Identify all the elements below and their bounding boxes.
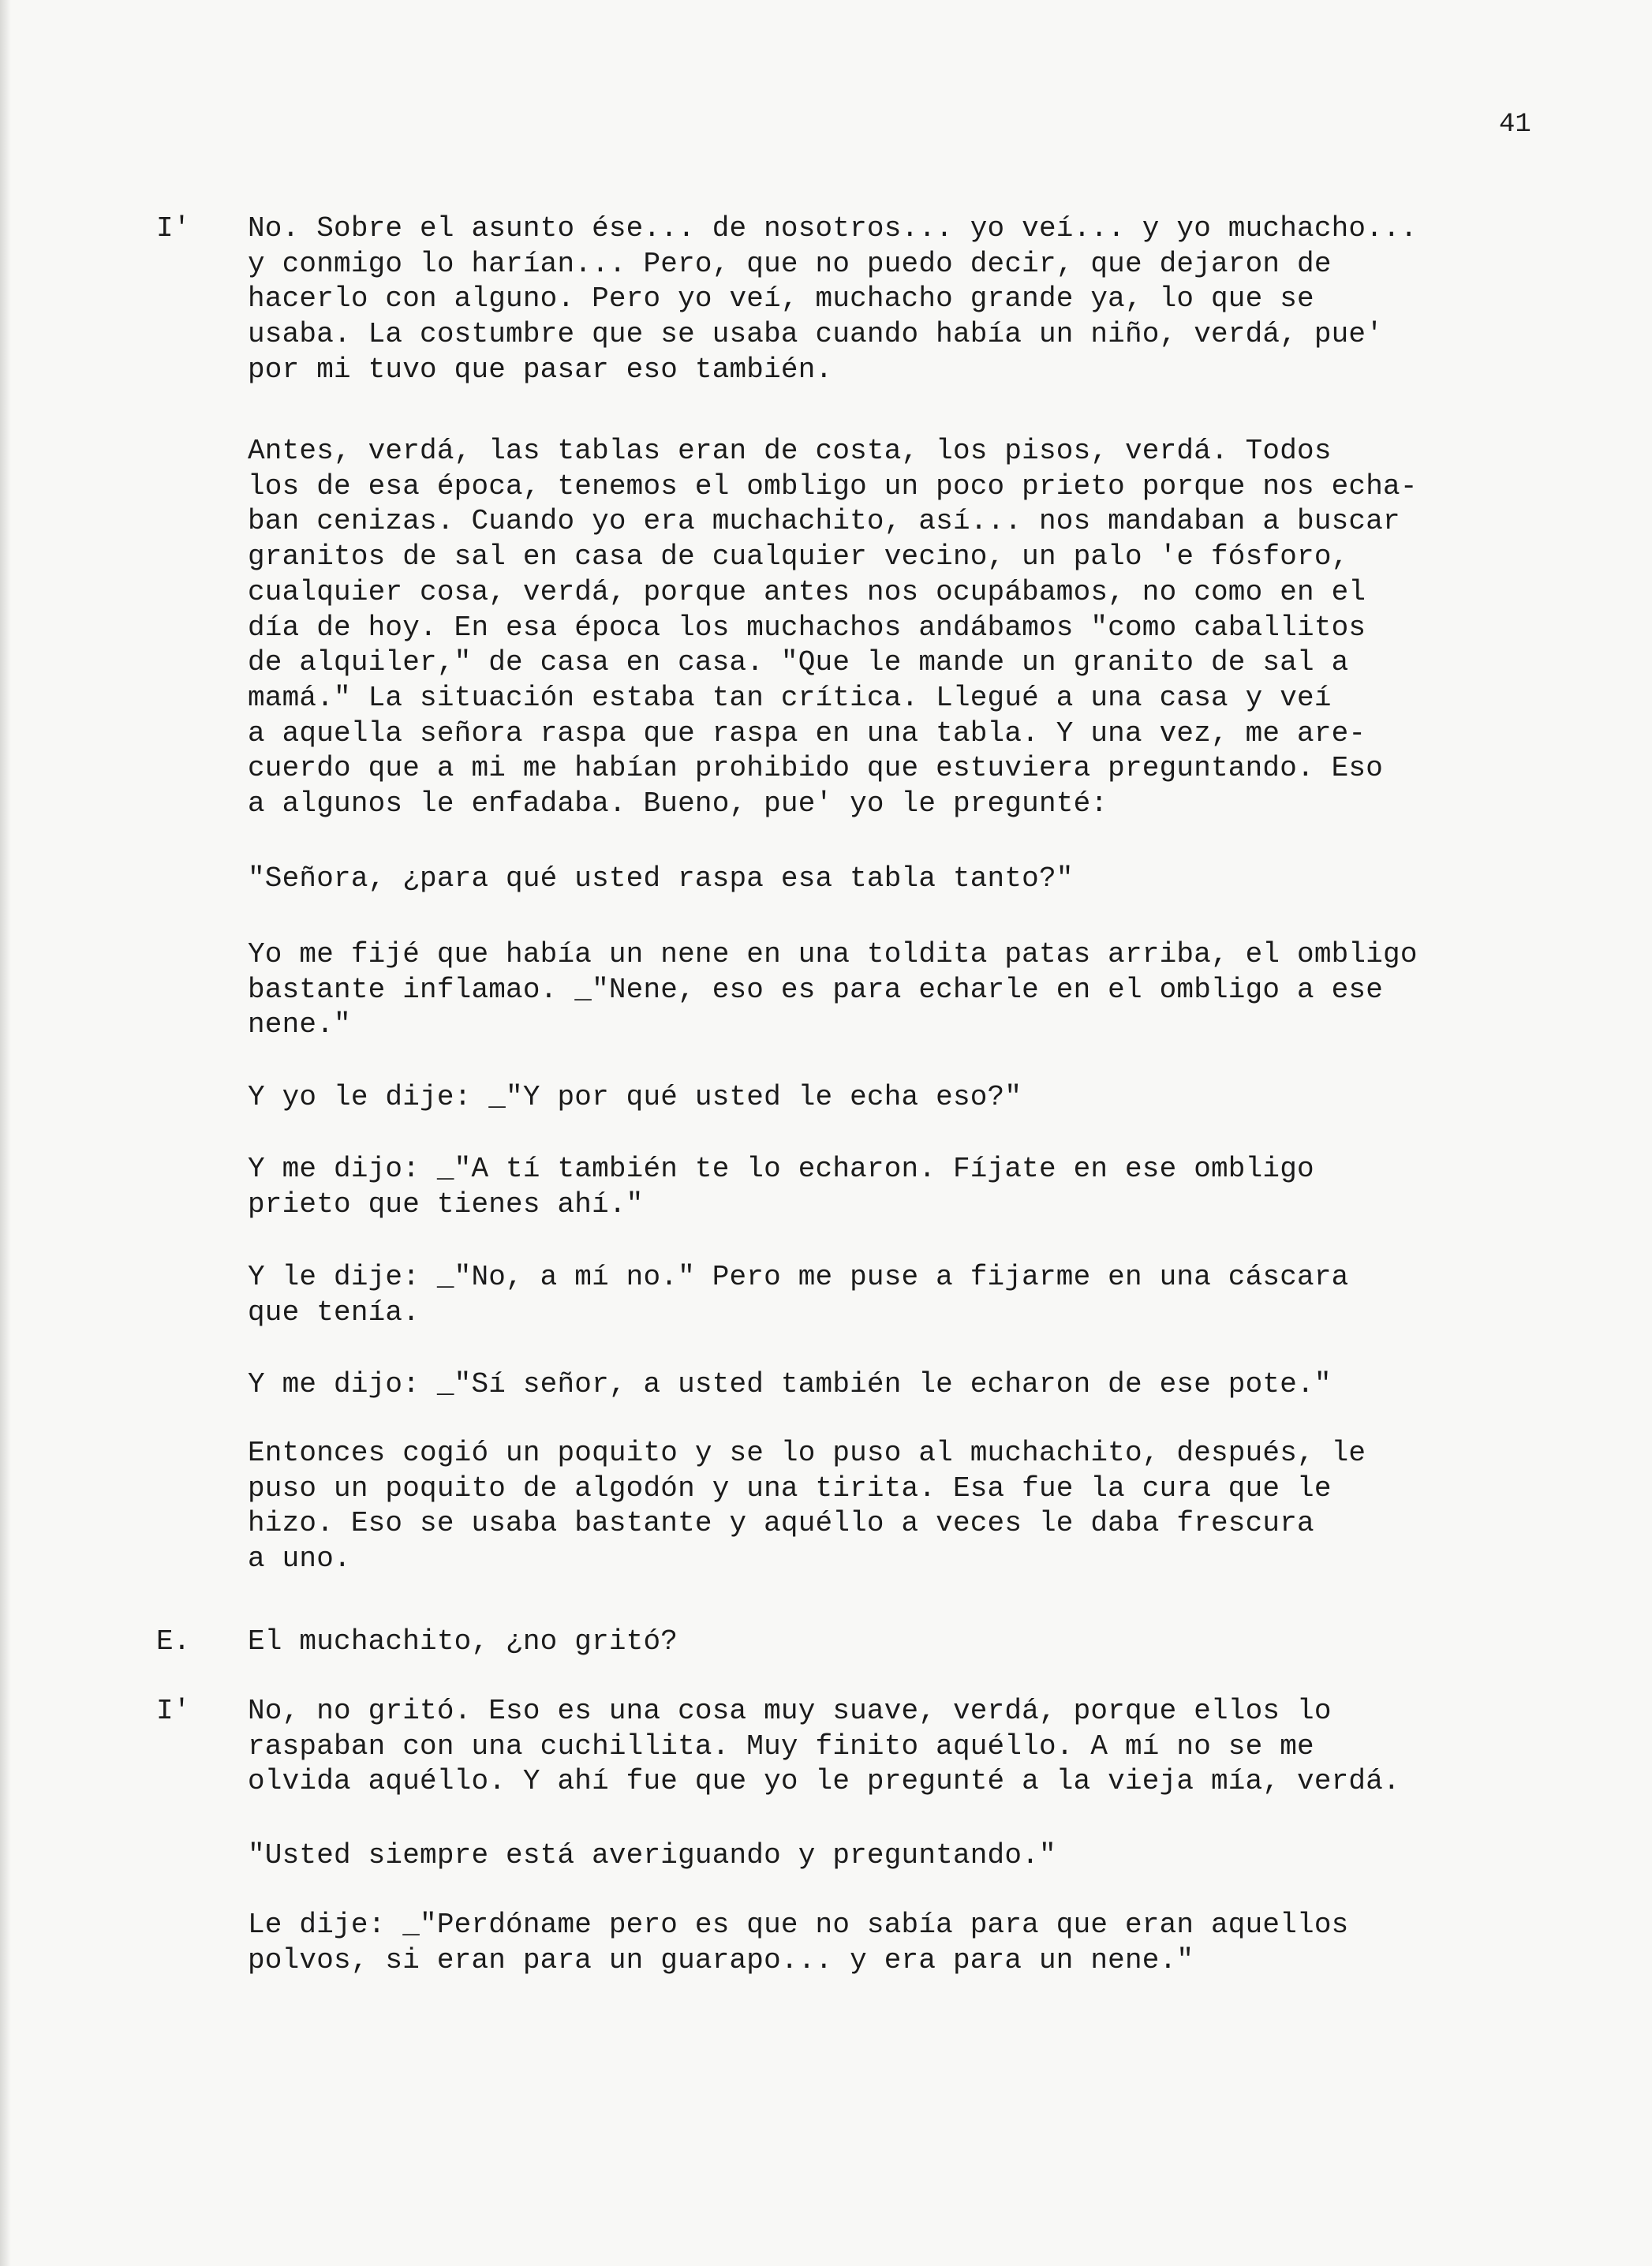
paragraph-text: El muchachito, ¿no gritó? [248, 1625, 678, 1658]
speaker-label: I' [156, 212, 191, 245]
paragraph-text: "Usted siempre está averiguando y preguntando." [248, 1839, 1056, 1872]
page-number: 41 [1499, 110, 1531, 140]
paragraph-text: "Señora, ¿para qué usted raspa esa tabla tanto?" [248, 862, 1074, 895]
paragraph-text: Entonces cogió un poquito y se lo puso al muchachito, después, le puso un poquito de algodón y una tirita. Esa fue la cura que le hizo. Eso se usaba bastante y aquéllo a veces le daba frescura a uno. [248, 1437, 1366, 1576]
paragraph-text: No. Sobre el asunto ése... de nosotros... yo veí... y yo muchacho... y conmigo lo harían... Pero, que no puedo decir, que dejaron de hacerlo con alguno. Pero yo veí, muchacho grande ya, lo que se usaba. La costumbre que se usaba cuando había un niño, verdá, pue' por mi tuvo que pasar eso también. [248, 212, 1418, 386]
paragraph-text: No, no gritó. Eso es una cosa muy suave, verdá, porque ellos lo raspaban con una cuchillita. Muy finito aquéllo. A mí no se me olvida aquéllo. Y ahí fue que yo le pregunté a la vieja mía, verdá. [248, 1695, 1400, 1798]
paragraph-text: Y me dijo: _"Sí señor, a usted también le echaron de ese pote." [248, 1368, 1332, 1400]
paragraph-text: Yo me fijé que había un nene en una toldita patas arriba, el ombligo bastante inflamao. _"Nene, eso es para echarle en el ombligo a ese nene." [248, 938, 1418, 1041]
paragraph-text: Antes, verdá, las tablas eran de costa, los pisos, verdá. Todos los de esa época, tenemos el ombligo un poco prieto porque nos echa- ban cenizas. Cuando yo era muchachito, así... nos mandaban a buscar granitos de sal en casa de cualquier vecino, un palo 'e fósforo, cualquier cosa, verdá, porque antes nos ocupábamos, no como en el día de hoy. En esa época los muchachos andábamos "como caballitos de alquiler," de casa en casa. "Que le mande un granito de sal a mamá." La situación estaba tan crítica. Llegué a una casa y veí a aquella señora raspa que raspa en una tabla. Y una vez, me are- cuerdo que a mi me habían prohibido que estuviera preguntando. Eso a algunos le enfadaba. Bueno, pue' yo le pregunté: [248, 435, 1418, 821]
speaker-label: E. [156, 1625, 191, 1658]
paragraph-text: Y yo le dije: _"Y por qué usted le echa eso?" [248, 1081, 1022, 1113]
paragraph-text: Y le dije: _"No, a mí no." Pero me puse a fijarme en una cáscara que tenía. [248, 1261, 1349, 1329]
paragraph-text: Le dije: _"Perdóname pero es que no sabía para que eran aquellos polvos, si eran para un guarapo... y era para un nene." [248, 1909, 1349, 1976]
scan-shadow-edge [0, 0, 11, 2266]
speaker-label: I' [156, 1695, 191, 1727]
paragraph-text: Y me dijo: _"A tí también te lo echaron. Fíjate en ese ombligo prieto que tienes ahí." [248, 1153, 1314, 1221]
